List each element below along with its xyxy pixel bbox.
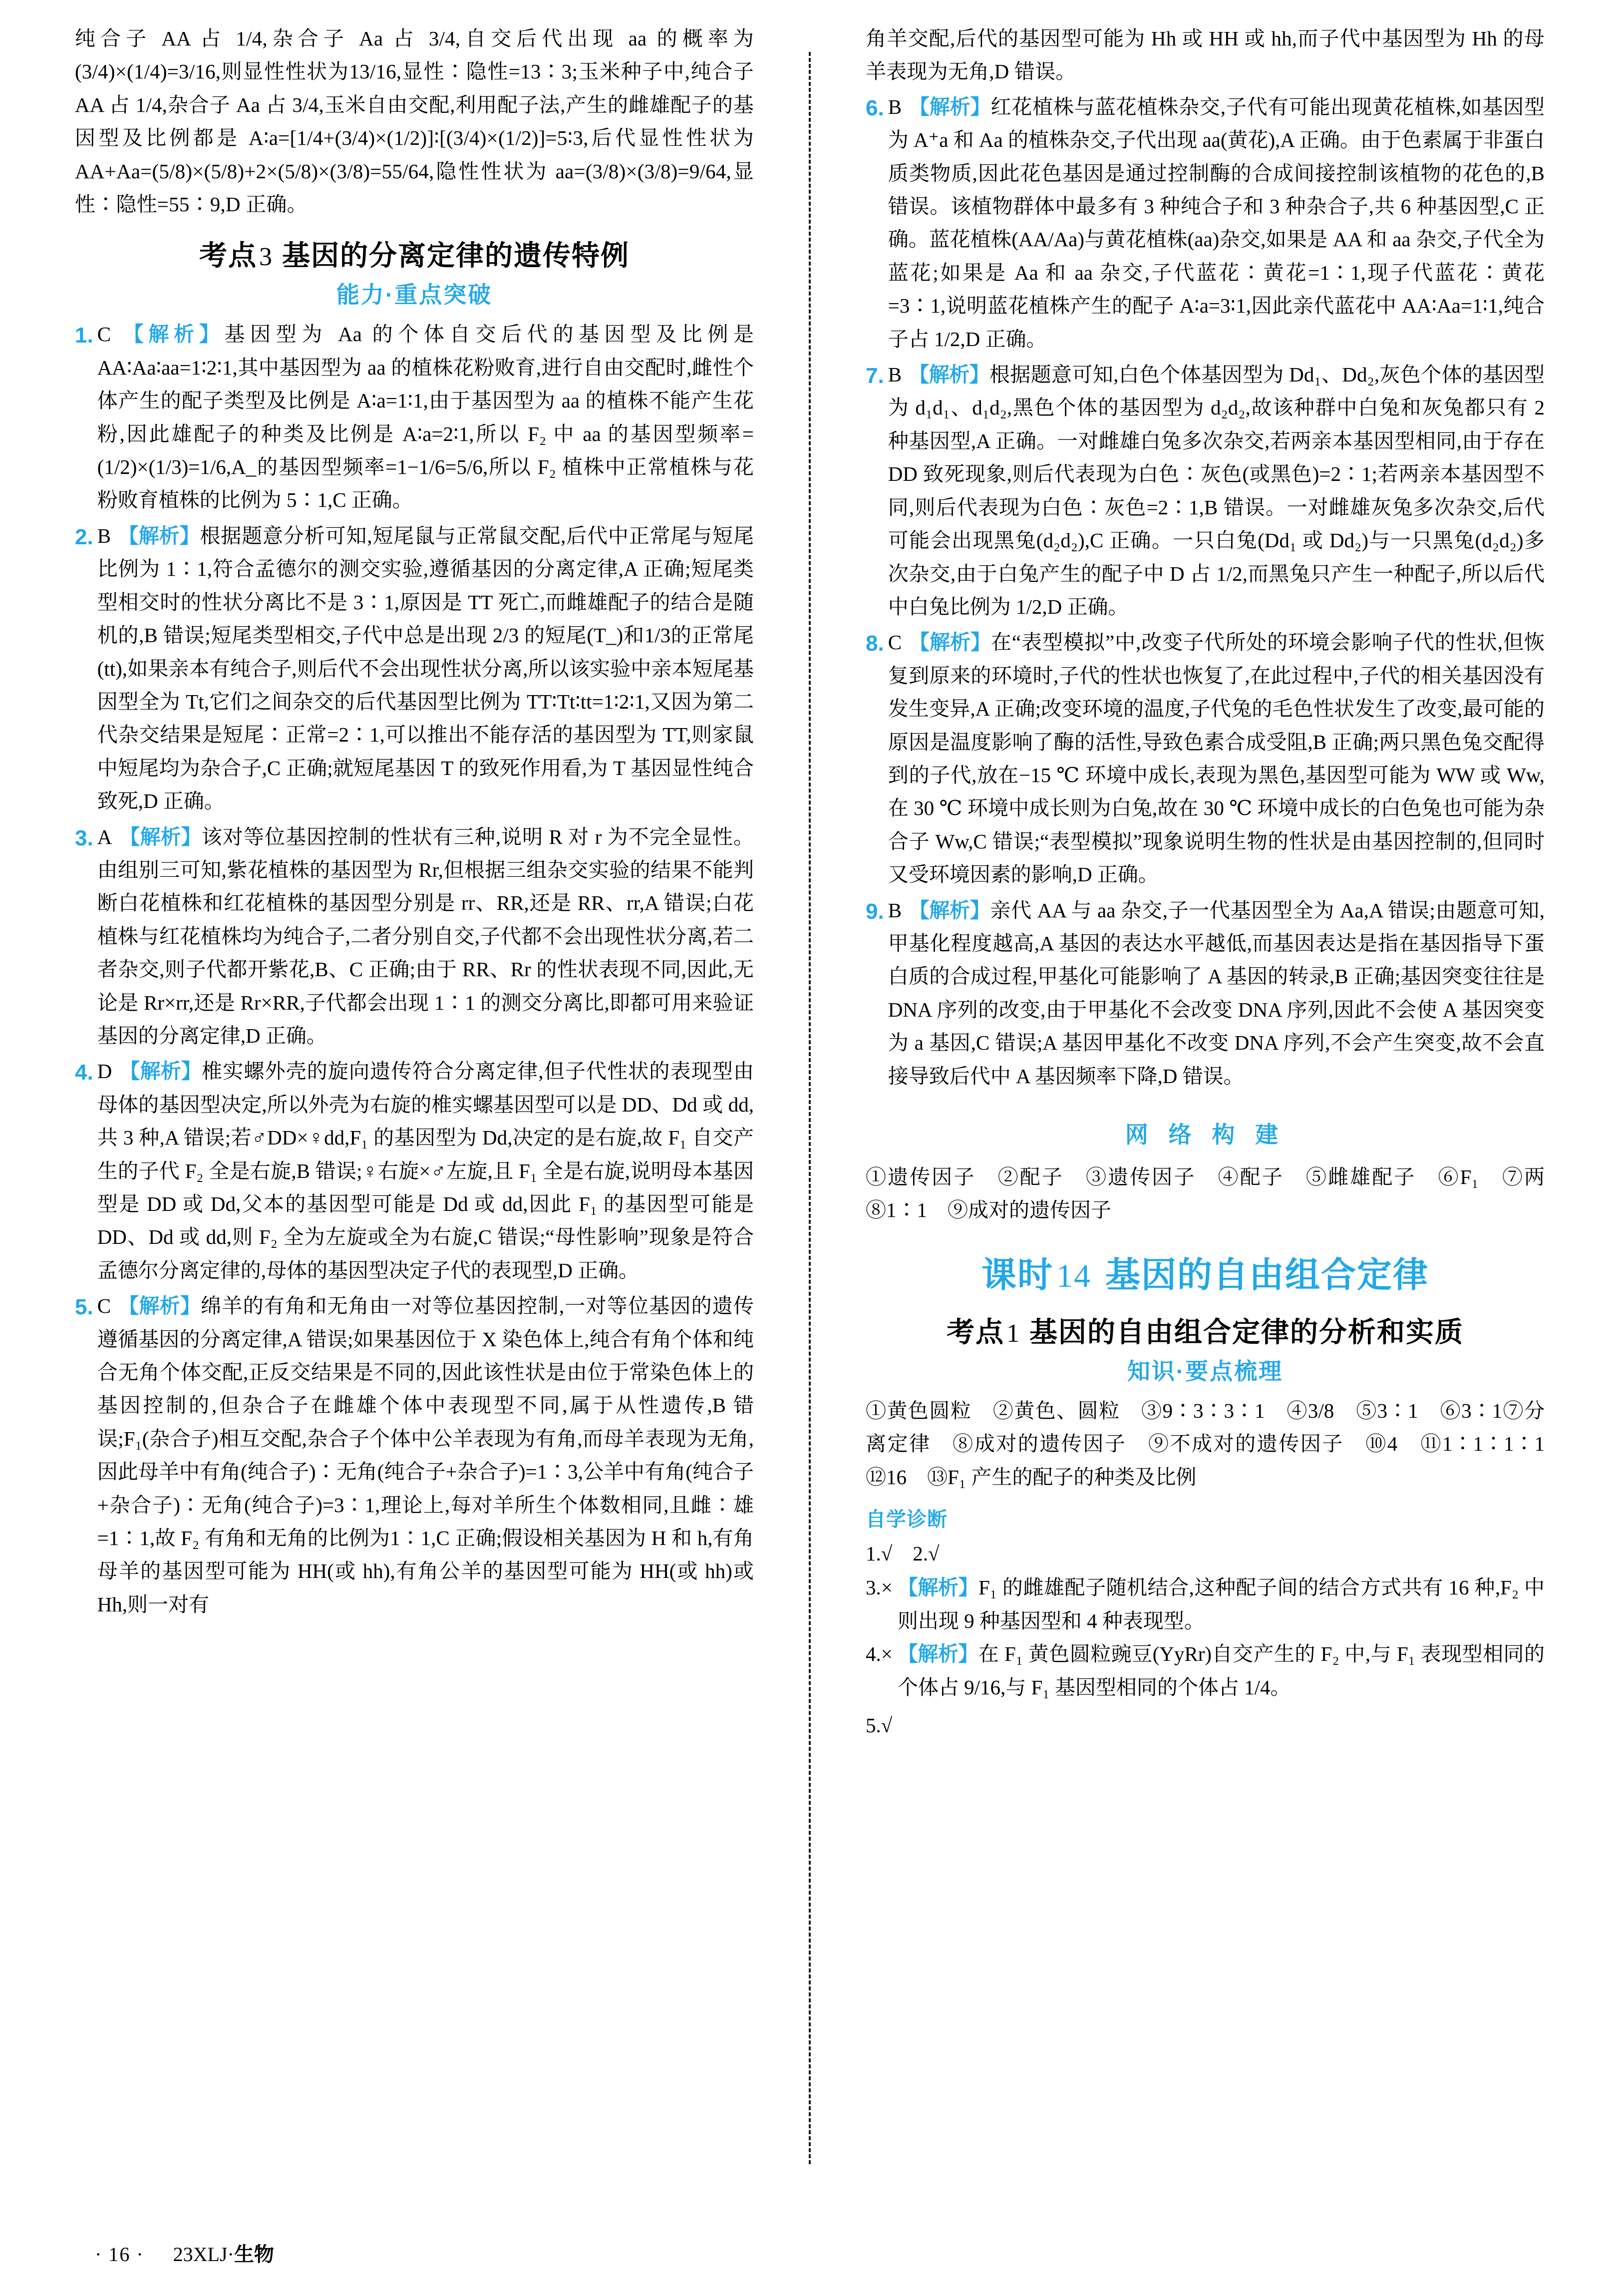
kaodian-number: 3 [259, 243, 273, 272]
analysis-tag: 【解析】 [909, 95, 991, 118]
answer-number: 8. [866, 631, 884, 656]
self-test-number: 4.× [866, 1642, 893, 1666]
analysis-text: 该对等位基因控制的性状有三种,说明 R 对 r 为不完全显性。由组别三可知,紫花植株的基因型为 Rr,但根据三组杂交实验的结果不能判断白花植株和红花植株的基因型分别是 rr、RR,还是 RR、rr,A 错误;白花植株与红花植株均为纯合子,二者分别自交,子代都不会出现性状分离,若二者杂交,则子代都开紫花,B、C 正确;由于 RR、Rr 的性状表现不同,因此,无论是 Rr×rr,还是 Rr×RR,子代都会出现 1∶1 的测交分离比,即都可用来验证基因的分离定律,D 正确。 [97, 825, 754, 1047]
analysis-text: 红花植株与蓝花植株杂交,子代有可能出现黄花植株,如基因型为 A⁺a 和 Aa 的植株杂交,子代出现 aa(黄花),A 正确。由于色素属于非蛋白质类物质,因此花色基因是通过控制酶的合成间接控制该植物的花色的,B 错误。该植物群体中最多有 3 种纯合子和 3 种杂合子,共 6 种基因型,C 正确。蓝花植株(AA/Aa)与黄花植株(aa)杂交,如果是 AA 和 aa 杂交,子代全为蓝花;如果是 Aa 和 aa 杂交,子代蓝花∶黄花=1∶1,现子代蓝花∶黄花=3∶1,说明蓝花植株产生的配子 A∶a=3∶1,因此亲代蓝花中 AA∶Aa=1∶1,纯合子占 1/2,D 正确。 [888, 95, 1545, 351]
answer-number: 3. [75, 825, 93, 850]
analysis-text: F₁ 的雌雄配子随机结合,这种配子间的结合方式共有 16 种,F₂ 中则出现 9 种基因型和 4 种表现型。 [897, 1576, 1545, 1632]
keshi-number: 14 [1056, 1257, 1091, 1294]
analysis-text: 椎实螺外壳的旋向遗传符合分离定律,但子代性状的表现型由母体的基因型决定,所以外壳为右旋的椎实螺基因型可以是 DD、Dd 或 dd,共 3 种,A 错误;若♂DD×♀dd,F₁ 的基因型为 Dd,决定的是右旋,故 F₁ 自交产生的子代 F₂ 全是右旋,B 错误;♀右旋×♂左旋,且 F₁ 全是右旋,说明母本基因型是 DD 或 Dd,父本的基因型可能是 Dd 或 dd,因此 F₁ 的基因型可能是 DD、Dd 或 dd,则 F₂ 全为左旋或全为右旋,C 错误;“母性影响”现象是符合孟德尔分离定律的,母体的基因型决定子代的表现型,D 正确。 [97, 1060, 754, 1282]
self-test-number: 3.× [866, 1576, 893, 1599]
network-construction-heading: 网 络 构 建 [1125, 1122, 1286, 1148]
analysis-tag: 【解析】 [897, 1576, 978, 1599]
analysis-tag: 【解析】 [118, 323, 225, 346]
answer-number: 9. [866, 899, 884, 924]
self-test-body [898, 1571, 1545, 1637]
analysis-tag: 【解析】 [909, 631, 991, 654]
book-code-label: 23XLJ·生物 [173, 2243, 274, 2266]
analysis-text: 根据题意可知,白色个体基因型为 Dd₁、Dd₂,灰色个体的基因型为 d₁d₁、d₁d₂,黑色个体的基因型为 d₂d₂,故该种群中白兔和灰兔都只有 2 种基因型,A 正确。一对雌雄白兔多次杂交,若两亲本基因型相同,由于存在 DD 致死现象,则后代表现为白色∶灰色(或黑色)=2∶1;若两亲本基因型不同,则后代表现为白色∶灰色=2∶1,B 错误。一对雌雄灰兔多次杂交,后代可能会出现黑兔(d₂d₂),C 正确。一只白兔(Dd₁ 或 Dd₂)与一只黑兔(d₂d₂)多次杂交,由于白兔产生的配子中 D 占 1/2,而黑兔只产生一种配子,所以后代中白兔比例为 1/2,D 正确。 [888, 363, 1545, 618]
answer-body [888, 626, 1545, 891]
answer-number: 2. [75, 524, 93, 549]
keshi-heading-14 [866, 1247, 1545, 1297]
analysis-tag: 【解析】 [119, 1060, 202, 1083]
right-column [846, 22, 1565, 1743]
answer-body [97, 318, 754, 516]
answer-number: 4. [75, 1060, 93, 1085]
network-items-list: ①遗传因子 ②配子 ③遗传因子 ④配子 ⑤雌雄配子 ⑥F₁ ⑦两⑧1∶1 ⑨成对的遗传因子 [866, 1165, 1545, 1222]
self-test-body [898, 1637, 1545, 1704]
answer-item [75, 1055, 754, 1287]
kaodian-number: 1 [1006, 1319, 1020, 1348]
keshi-label: 课时 [981, 1255, 1053, 1294]
answer-item [75, 820, 754, 1053]
answer-number: 5. [75, 1295, 93, 1320]
two-column-layout [75, 22, 1565, 2169]
kaodian-title: 基因的自由组合定律的分析和实质 [1029, 1316, 1464, 1348]
analysis-text: 在“表型模拟”中,改变子代所处的环境会影响子代的性状,但恢复到原来的环境时,子代的性状也恢复了,在此过程中,子代的相关基因没有发生变异,A 正确;改变环境的温度,子代兔的毛色性状发生了改变,最可能的原因是温度影响了酶的活性,导致色素合成受阻,B 正确;两只黑色兔交配得到的子代,放在−15 ℃ 环境中成长,表现为黑色,基因型可能为 WW 或 Ww,在 30 ℃ 环境中成长则为白兔,故在 30 ℃ 环境中成长的白色兔也可能为杂合子 Ww,C 错误;“表型模拟”现象说明生物的性状是由基因控制的,但同时又受环境因素的影响,D 正确。 [888, 631, 1545, 886]
self-test-item [866, 1637, 1545, 1704]
answer-number: 6. [866, 95, 884, 120]
answer-body [97, 1289, 754, 1621]
answer-body [97, 519, 754, 818]
answer-item [75, 1289, 754, 1621]
self-test-item [866, 1571, 1545, 1637]
answer-option: B [888, 363, 902, 386]
self-test-label: 自学诊断 [866, 1509, 948, 1531]
answer-body [97, 1055, 754, 1287]
subheading-knowledge-review: 知识·要点梳理 [1127, 1358, 1284, 1384]
analysis-text: 基因型为 Aa 的个体自交后代的基因型及比例是 AA∶Aa∶aa=1∶2∶1,其中基因型为 aa 的植株花粉败育,进行自由交配时,雌性个体产生的配子类型及比例是 A∶a=1∶1,由于基因型为 aa 的植株不能产生花粉,因此雄配子的种类及比例是 A∶a=2∶1,所以 F₂ 中 aa 的基因型频率=(1/2)×(1/3)=1/6,A_的基因型频率=1−1/6=5/6,所以 F₂ 植株中正常植株与花粉败育植株的比例为 5∶1,C 正确。 [97, 323, 754, 512]
answer-body [888, 358, 1545, 623]
kaodian-label: 考点 [199, 240, 257, 272]
answer-number: 1. [75, 323, 93, 348]
analysis-tag: 【解析】 [909, 898, 990, 922]
answer-option: D [97, 1060, 112, 1083]
answer-option: B [888, 95, 902, 118]
left-column [75, 22, 774, 1623]
answer-number: 7. [866, 364, 884, 388]
answer-item [75, 318, 754, 516]
analysis-text: 根据题意分析可知,短尾鼠与正常鼠交配,后代中正常尾与短尾比例为 1∶1,符合孟德尔的测交实验,遵循基因的分离定律,A 正确;短尾类型相交时的性状分离比不是 3∶1,原因是 TT 死亡,而雌雄配子的结合是随机的,B 错误;短尾类型相交,子代中总是出现 2/3 的短尾(T_)和1/3的正常尾(tt),如果亲本有纯合子,则后代不会出现性状分离,所以该实验中亲本短尾基因型全为 Tt,它们之间杂交的后代基因型比例为 TT∶Tt∶tt=1∶2∶1,又因为第二代杂交结果是短尾∶正常=2∶1,可以推出不能存活的基因型为 TT,则家鼠中短尾均为杂合子,C 正确;就短尾基因 T 的致死作用看,为 T 基因显性纯合致死,D 正确。 [97, 524, 754, 813]
analysis-text: 亲代 AA 与 aa 杂交,子一代基因型全为 Aa,A 错误;由题意可知,甲基化程度越高,A 基因的表达水平越低,而基因表达是指在基因指导下蛋白质的合成过程,甲基化可能影响了 A 基因的转录,B 正确;基因突变往往是 DNA 序列的改变,由于甲基化不会改变 DNA 序列,因此不会使 A 基因突变为 a 基因,C 错误;A 基因甲基化不改变 DNA 序列,不会产生突变,故不会直接导致后代中 A 基因频率下降,D 错误。 [888, 898, 1545, 1088]
self-test-line-5: 5.√ [866, 1714, 893, 1737]
column-divider [809, 52, 811, 2164]
kaodian-label: 考点 [947, 1316, 1004, 1348]
answer-item [866, 90, 1545, 356]
answer-item [75, 519, 754, 818]
analysis-tag: 【解析】 [909, 363, 989, 386]
answer-item [866, 894, 1545, 1093]
subheading-ability-breakthrough: 能力·重点突破 [336, 282, 493, 308]
continued-paragraph-left: 纯合子 AA 占 1/4,杂合子 Aa 占 3/4,自交后代出现 aa 的概率为(3/4)×(1/4)=3/16,则显性性状为13/16,显性∶隐性=13∶3;玉米种子中,纯合子 AA 占 1/4,杂合子 Aa 占 3/4,玉米自由交配,利用配子法,产生的雌雄配子的基因型及比例都是 A∶a=[1/4+(3/4)×(1/2)]∶[(3/4)×(1/2)]=5∶3,后代显性性状为 AA+Aa=(5/8)×(5/8)+2×(5/8)×(3/8)=55/64,隐性性状为 aa=(3/8)×(3/8)=9/64,显性∶隐性=55∶9,D 正确。 [75, 27, 754, 216]
knowledge-items-list: ①黄色圆粒 ②黄色、圆粒 ③9∶3∶3∶1 ④3/8 ⑤3∶1 ⑥3∶1⑦分离定律 ⑧成对的遗传因子 ⑨不成对的遗传因子 ⑩4 ⑪1∶1∶1∶1 ⑫16 ⑬F₁ 产生的配子的种类及比例 [866, 1399, 1565, 1489]
analysis-text: 在 F₁ 黄色圆粒豌豆(YyRr)自交产生的 F₂ 中,与 F₁ 表现型相同的个体占 9/16,与 F₁ 基因型相同的个体占 1/4。 [897, 1642, 1545, 1699]
analysis-tag: 【解析】 [118, 1294, 201, 1318]
page-number: · 16 · [95, 2243, 144, 2266]
answer-item [866, 626, 1545, 891]
answer-option: C [97, 1294, 111, 1318]
keshi-title: 基因的自由组合定律 [1105, 1255, 1429, 1294]
analysis-tag: 【解析】 [119, 825, 202, 848]
kaodian-heading-3 [75, 234, 754, 274]
answer-item [866, 358, 1545, 623]
continued-paragraph-right: 角羊交配,后代的基因型可能为 Hh 或 HH 或 hh,而子代中基因型为 Hh 的母羊表现为无角,D 错误。 [866, 27, 1545, 83]
self-test-line-1-2: 1.√ 2.√ [866, 1542, 940, 1565]
kaodian-title: 基因的分离定律的遗传特例 [282, 240, 630, 272]
answer-option: C [97, 323, 111, 346]
page-footer [95, 2239, 274, 2267]
answer-option: A [97, 825, 112, 848]
kaodian-heading-1 [866, 1310, 1545, 1350]
analysis-tag: 【解析】 [897, 1642, 978, 1666]
answer-body [888, 894, 1545, 1093]
analysis-text: 绵羊的有角和无角由一对等位基因控制,一对等位基因的遗传遵循基因的分离定律,A 错误;如果基因位于 X 染色体上,纯合有角个体和纯合无角个体交配,正反交结果是不同的,因此该性状是由位于常染色体上的基因控制的,但杂合子在雌雄个体中表现型不同,属于从性遗传,B 错误;F₁(杂合子)相互交配,杂合子个体中公羊表现为有角,而母羊表现为无角,因此母羊中有角(纯合子)∶无角(纯合子+杂合子)=1∶3,公羊中有角(纯合子+杂合子)∶无角(纯合子)=3∶1,理论上,每对羊所生个体数相同,且雌∶雄=1∶1,故 F₂ 有角和无角的比例为1∶1,C 正确;假设相关基因为 H 和 h,有角母羊的基因型可能为 HH(或 hh),有角公羊的基因型可能为 HH(或 hh)或 Hh,则一对有 [97, 1294, 754, 1616]
answer-body [888, 90, 1545, 356]
answer-option: C [888, 631, 902, 654]
answer-body [97, 820, 754, 1053]
answer-option: B [97, 524, 111, 547]
answer-option: B [888, 898, 902, 922]
analysis-tag: 【解析】 [118, 524, 200, 547]
